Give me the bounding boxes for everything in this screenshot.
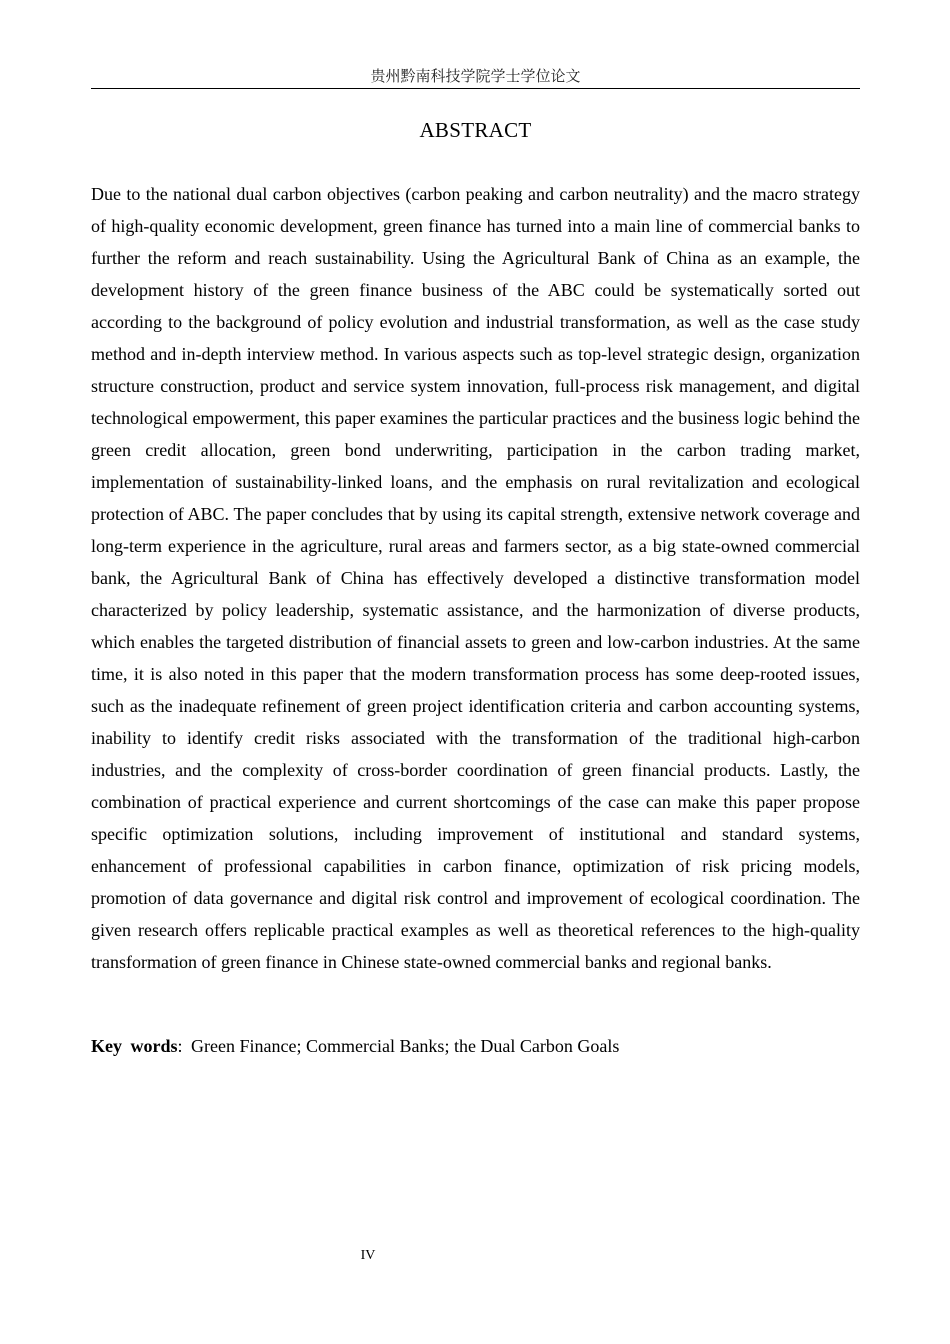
abstract-heading: ABSTRACT [419, 118, 532, 142]
keywords-text: Green Finance; Commercial Banks; the Dual Carbon Goals [191, 1036, 620, 1056]
keywords-line [91, 1030, 860, 1062]
running-header-title: 贵州黔南科技学院学士学位论文 [370, 69, 581, 85]
page-number: IV [360, 1248, 376, 1263]
keywords-separator: : [177, 1036, 183, 1056]
keywords-label: Key words [91, 1036, 178, 1056]
running-header [91, 66, 860, 89]
abstract-body: Due to the national dual carbon objectives (carbon peaking and carbon neutrality) and the macro strategy of high-quality economic development, green finance has turned into a main line of commercial banks to further the reform and reach sustainability. Using the Agricultural Bank of China as an example, the development history of the green finance business of the ABC could be systematically sorted out according to the background of policy evolution and industrial transformation, as well as the case study method and in-depth interview method. In various aspects such as top-level strategic design, organization structure construction, product and service system innovation, full-process risk management, and digital technological empowerment, this paper examines the particular practices and the business logic behind the green credit allocation, green bond underwriting, participation in the carbon trading market, implementation of sustainability-linked loans, and the emphasis on rural revitalization and ecological protection of ABC. The paper concludes that by using its capital strength, extensive network coverage and long-term experience in the agriculture, rural areas and farmers sector, as a big state-owned commercial bank, the Agricultural Bank of China has effectively developed a distinctive transformation model characterized by policy leadership, systematic assistance, and the harmonization of diverse products, which enables the targeted distribution of financial assets to green and low-carbon industries. At the same time, it is also noted in this paper that the modern transformation process has some deep-rooted issues, such as the inadequate refinement of green project identification criteria and carbon accounting systems, inability to identify credit risks associated with the transformation of the traditional high-carbon industries, and the complexity of cross-border coordination of green financial products. Lastly, the combination of practical experience and current shortcomings of the case can make this paper propose specific optimization solutions, including improvement of institutional and standard systems, enhancement of professional capabilities in carbon finance, optimization of risk pricing models, promotion of data governance and digital risk control and improvement of ecological coordination. The given research offers replicable practical examples as well as theoretical references to the high-quality transformation of green finance in Chinese state-owned commercial banks and regional banks. [91, 184, 860, 972]
